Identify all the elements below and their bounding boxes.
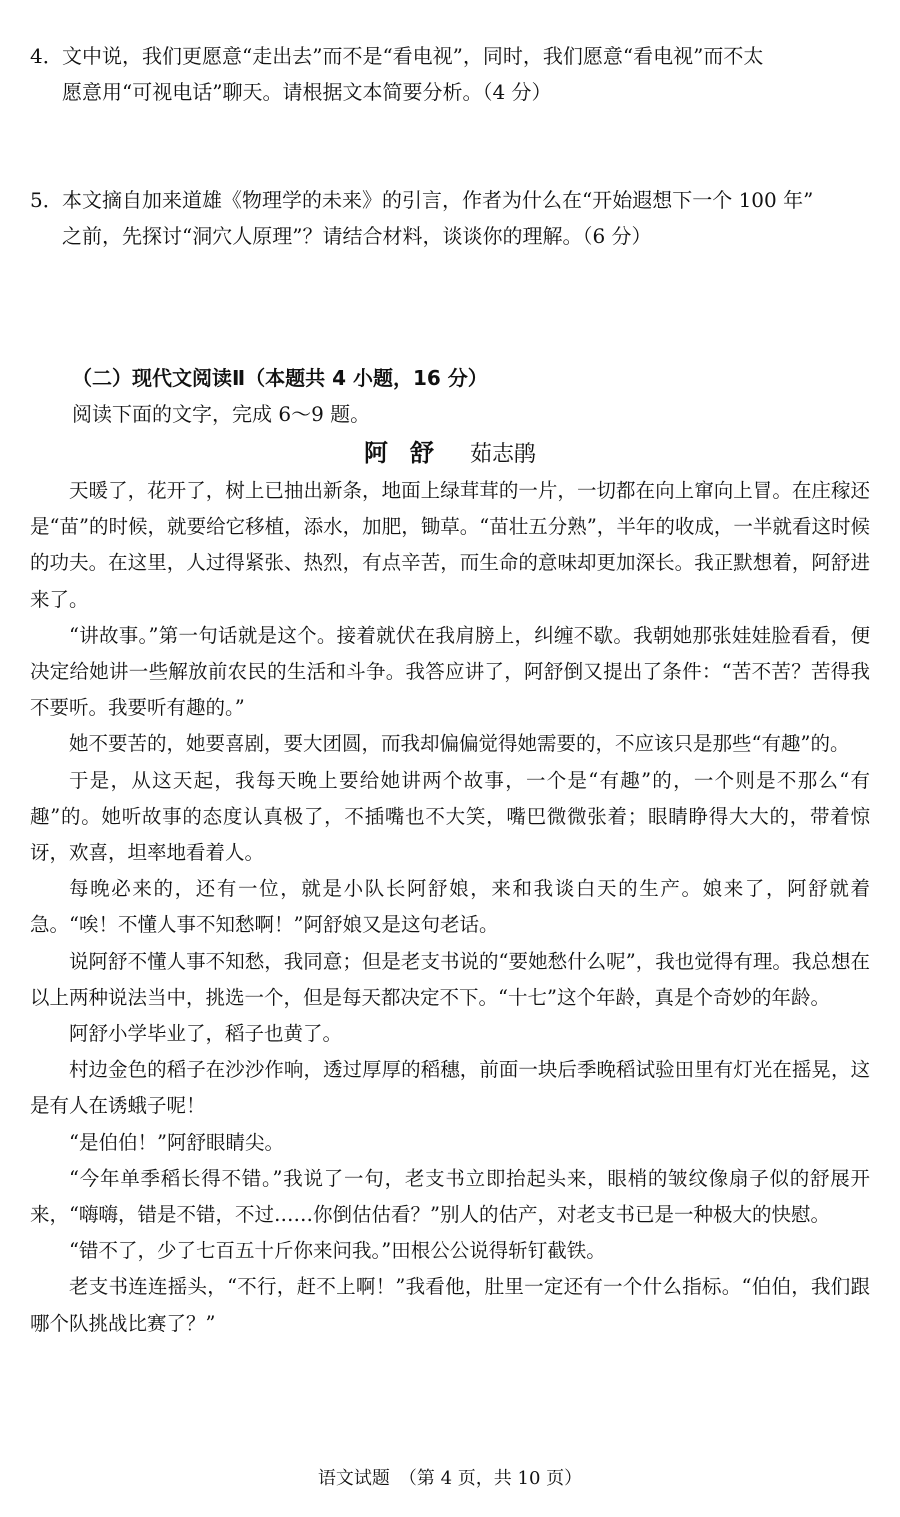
question-4-line-1 — [30, 38, 880, 74]
article-paragraph: 于是，从这天起，我每天晚上要给她讲两个故事，一个是“有趣”的，一个则是不那么“有趣”的。她听故事的态度认真极了，不插嘴也不大笑，嘴巴微微张着；眼睛睁得大大的，带着惊讶，欢喜，坦率地看着人。 — [30, 768, 870, 865]
article-author: 茹志鹃 — [469, 442, 536, 467]
question-5-line-1 — [30, 182, 880, 218]
article-title: 阿舒 — [363, 439, 456, 467]
article-paragraph: “今年单季稻长得不错。”我说了一句，老支书立即抬起头来，眼梢的皱纹像扇子似的舒展开来，“嗨嗨，错是不错，不过……你倒估估看？”别人的估产，对老支书已是一种极大的快慰。 — [30, 1166, 870, 1227]
article-paragraph: “错不了，少了七百五十斤你来问我。”田根公公说得斩钉截铁。 — [69, 1239, 606, 1263]
article-title-row — [0, 433, 900, 476]
question-number: 5． — [30, 188, 63, 212]
question-text: 愿意用“可视电话”聊天。请根据文本简要分析。（4 分） — [62, 80, 552, 104]
question-text: 之前，先探讨“洞穴人原理”？请结合材料，谈谈你的理解。（6 分） — [62, 224, 652, 248]
article-paragraph: “讲故事。”第一句话就是这个。接着就伏在我肩膀上，纠缠不歇。我朝她那张娃娃脸看看，便决定给她讲一些解放前农民的生活和斗争。我答应讲了，阿舒倒又提出了条件：“苦不苦？苦得我不要听。我要听有趣的。” — [30, 623, 870, 720]
article-paragraph: 说阿舒不懂人事不知愁，我同意；但是老支书说的“要她愁什么呢”，我也觉得有理。我总想在以上两种说法当中，挑选一个，但是每天都决定不下。“十七”这个年龄，真是个奇妙的年龄。 — [30, 949, 870, 1009]
question-text: 文中说，我们更愿意“走出去”而不是“看电视”，同时，我们愿意“看电视”而不太 — [62, 44, 764, 68]
question-number: 4． — [30, 44, 63, 68]
article-body — [30, 473, 870, 1342]
article-paragraph: 天暖了，花开了，树上已抽出新条，地面上绿茸茸的一片，一切都在向上窜向上冒。在庄稼还是“苗”的时候，就要给它移植，添水，加肥，锄草。“苗壮五分熟”，半年的收成，一半就看这时候的功夫。在这里，人过得紧张、热烈，有点辛苦，而生命的意味却更加深长。我正默想着，阿舒进来了。 — [30, 479, 870, 611]
article-paragraph: 阿舒小学毕业了，稻子也黄了。 — [69, 1022, 343, 1046]
article-paragraph: 老支书连连摇头，“不行，赶不上啊！”我看他，肚里一定还有一个什么指标。“伯伯，我们跟哪个队挑战比赛了？” — [30, 1275, 870, 1335]
question-text: 本文摘自加来道雄《物理学的未来》的引言，作者为什么在“开始遐想下一个 100 年” — [62, 188, 814, 212]
section-heading: （二）现代文阅读Ⅱ（本题共 4 小题，16 分） — [72, 366, 488, 390]
article-paragraph: “是伯伯！”阿舒眼睛尖。 — [69, 1130, 284, 1154]
question-4 — [30, 38, 880, 110]
article-paragraph: 她不要苦的，她要喜剧，要大团圆，而我却偏偏觉得她需要的，不应该只是那些“有趣”的。 — [69, 732, 850, 756]
question-5 — [30, 182, 880, 254]
article-paragraph: 村边金色的稻子在沙沙作响，透过厚厚的稻穗，前面一块后季晚稻试验田里有灯光在摇晃，这是有人在诱蛾子呢！ — [30, 1058, 870, 1118]
article-paragraph: 每晚必来的，还有一位，就是小队长阿舒娘，来和我谈白天的生产。娘来了，阿舒就着急。“唉！不懂人事不知愁啊！”阿舒娘又是这句老话。 — [30, 877, 870, 937]
section-instruction: 阅读下面的文字，完成 6～9 题。 — [72, 402, 371, 426]
page-footer: 语文试题 （第 4 页，共 10 页） — [317, 1468, 583, 1489]
